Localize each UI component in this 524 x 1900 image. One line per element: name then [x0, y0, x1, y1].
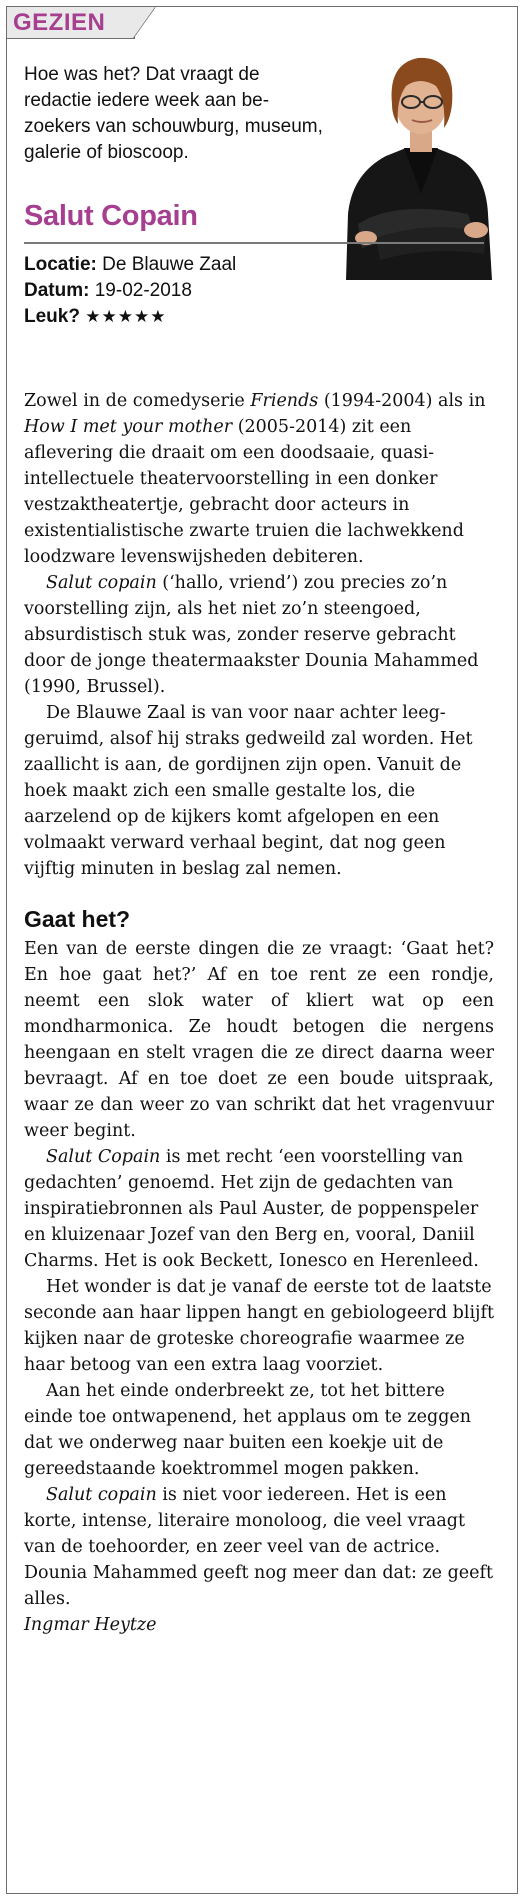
- p5-text: is met recht ‘een voorstelling van gedachten’ genoemd. Het zijn de gedachten van inspiratiebronnen als Paul Auster, de poppenspeler en kluizenaar Jozef van den Berg en, vooral, Daniil Charms. Het is ook Beckett, Ionesco en Herenleed.: [24, 1147, 479, 1271]
- rating-stars: ★★★★★: [85, 307, 167, 326]
- p1-title-himym: How I met your mother: [24, 417, 233, 437]
- rating-label: Leuk?: [24, 306, 80, 327]
- p1-text-a: Zowel in de comedyserie: [24, 391, 251, 411]
- location-value: De Blauwe Zaal: [102, 254, 237, 275]
- paragraph-9: Dounia Mahammed geeft nog meer dan dat: ze geeft alles.: [24, 1563, 494, 1609]
- paragraph-4: Een van de eerste dingen die ze vraagt: ‘Gaat het? En hoe gaat het?’ Af en toe rent ze een rondje, neemt een slok water of kliert wat op een mondharmonica. Ze houdt betogen die nergens heengaan en stelt vragen die ze direct daarna weer bevraagt. Af en toe doet ze een boude uitspraak, waar ze dan weer zo van schrikt dat het vragenvuur weer begint.: [24, 939, 494, 1141]
- p1-text-c: (1994-2004) als in: [318, 391, 486, 411]
- article-title: Salut Copain: [24, 200, 198, 232]
- meta-date: [24, 278, 236, 304]
- p1-title-friends: Friends: [250, 391, 319, 411]
- subheading: Gaat het?: [24, 906, 131, 932]
- title-divider: [24, 242, 484, 244]
- section-tab: [7, 7, 135, 39]
- author-byline: Ingmar Heytze: [24, 1615, 157, 1635]
- article-meta: [24, 252, 236, 330]
- paragraph-8: [24, 1482, 494, 1560]
- p2-text: (‘hallo, vriend’) zou precies zo’n voorstelling zijn, als het niet zo’n steengoed, absurdistisch stuk was, zonder reserve gebracht door de jonge theatermaakster Dounia Mahammed (1990, Brussel).: [24, 573, 479, 697]
- section-label: GEZIEN: [13, 9, 106, 36]
- p1-text-e: (2005-2014) zit een aflevering die draait om een doodsaaie, quasi-intellectuele theatervoorstelling in een donker vestzaktheatertje, gebracht door acteurs in existentialistische zwarte truien die lachwekkend loodzware levenswijsheden debiteren.: [24, 417, 464, 567]
- location-label: Locatie:: [24, 254, 97, 275]
- paragraph-6: Het wonder is dat je vanaf de eerste tot de laatste seconde aan haar lippen hangt en gebiologeerd blijft kijken naar de groteske choreografie waarmee ze haar betoog van een extra laag voorziet.: [24, 1277, 494, 1375]
- date-label: Datum:: [24, 280, 90, 301]
- tab-corner-decoration: [133, 7, 157, 41]
- paragraph-1: [24, 388, 494, 570]
- paragraph-2: [24, 570, 494, 700]
- meta-rating: [24, 304, 236, 330]
- p2-title: Salut copain: [46, 573, 157, 593]
- p8-title: Salut copain: [46, 1485, 157, 1505]
- paragraph-7: Aan het einde onderbreekt ze, tot het bittere einde toe ontwapenend, het applaus om te zeggen dat we onderweg naar buiten een koekje uit de gereedstaande koektrommel mogen pakken.: [24, 1381, 472, 1479]
- paragraph-5: [24, 1144, 494, 1274]
- paragraph-3: De Blauwe Zaal is van voor naar achter leeggeruimd, alsof hij straks gedweild zal worden. Het zaallicht is aan, de gordijnen zijn open. Vanuit de hoek maakt zich een smalle gestalte los, die aarzelend op de kijkers komt afgelopen en een volmaakt verward verhaal begint, dat nog geen vijftig minuten in beslag zal nemen.: [24, 703, 473, 879]
- date-value: 19-02-2018: [94, 280, 192, 301]
- p5-title: Salut Copain: [46, 1147, 161, 1167]
- meta-location: [24, 252, 236, 278]
- article-body: [24, 388, 494, 1638]
- intro-text: Hoe was het? Dat vraagt de redactie iedere week aan bezoekers van schouwburg, museum, galerie of bioscoop.: [24, 64, 323, 163]
- p8-text: is niet voor iedereen. Het is een korte, intense, literaire monoloog, die veel vraagt van de toehoorder, en zeer veel van de actrice.: [24, 1485, 466, 1557]
